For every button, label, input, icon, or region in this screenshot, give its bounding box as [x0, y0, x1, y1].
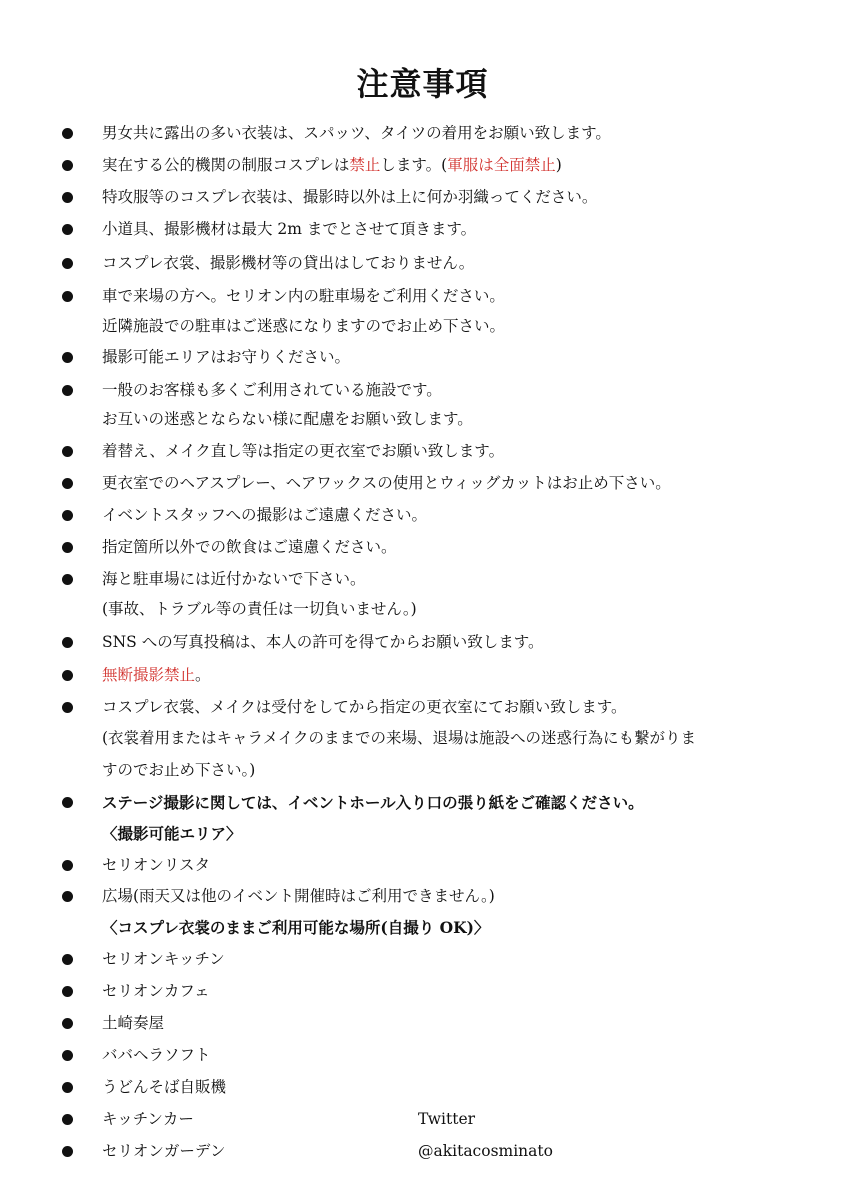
item-text: 小道具、撮影機材は最大 2m までとさせて頂きます。	[102, 220, 477, 238]
bullet-icon	[62, 1082, 73, 1093]
item-text: 撮影可能エリアはお守りください。	[102, 348, 351, 366]
list-item	[0, 1072, 845, 1103]
item-text: コスプレ衣裳、メイクは受付をしてから指定の更衣室にてお願い致します。	[102, 698, 627, 716]
area-header: 〈撮影可能エリア〉	[102, 824, 242, 843]
item-text: (衣裳着用またはキャラメイクのままでの来場、退場は施設への迷惑行為にも繋がりま	[102, 729, 696, 747]
bullet-icon	[62, 1146, 73, 1157]
item-text: 特攻服等のコスプレ衣装は、撮影時以外は上に何か羽織ってください。	[102, 188, 598, 206]
place-text: セリオンキッチン	[102, 950, 225, 968]
list-item	[0, 850, 845, 881]
bullet-icon	[62, 291, 73, 302]
bullet-icon	[62, 1050, 73, 1061]
bullet-icon	[62, 192, 73, 203]
list-item	[0, 1104, 845, 1135]
item-text	[102, 150, 562, 181]
item-text-part: )	[555, 156, 562, 174]
list-item	[0, 881, 845, 912]
list-item	[0, 1136, 845, 1167]
place-text: 土崎奏屋	[102, 1014, 165, 1032]
bullet-icon	[62, 891, 73, 902]
bullet-icon	[62, 860, 73, 871]
place-text: セリオンカフェ	[102, 982, 210, 1000]
list-item-continuation	[0, 404, 845, 435]
list-item	[0, 944, 845, 975]
bullet-icon	[62, 1114, 73, 1125]
list-item	[0, 660, 845, 691]
list-item	[0, 500, 845, 531]
prohibited-text: 無断撮影禁止	[102, 666, 196, 684]
place-text: キッチンカー	[102, 1110, 194, 1128]
item-text: 男女共に露出の多い衣装は、スパッツ、タイツの着用をお願い致します。	[102, 124, 611, 142]
bullet-icon	[62, 637, 73, 648]
item-text: 指定箇所以外での飲食はご遠慮ください。	[102, 538, 397, 556]
list-item	[0, 118, 845, 149]
list-item	[0, 281, 845, 312]
item-text-part: 実在する公的機関の制服コスプレは	[102, 156, 350, 174]
item-text: お互いの迷惑とならない様に配慮をお願い致します。	[102, 410, 473, 428]
page-title: 注意事項	[356, 65, 489, 103]
prohibited-text: 軍服は全面禁止	[447, 156, 556, 174]
item-text-part: 。	[195, 666, 211, 684]
place-text: ババヘラソフト	[102, 1046, 211, 1064]
list-item	[0, 182, 845, 213]
item-text: (事故、トラブル等の責任は一切負いません。)	[102, 600, 417, 618]
item-text-part: します。(	[380, 156, 448, 174]
area-text: 広場(雨天又は他のイベント開催時はご利用できません。)	[102, 887, 495, 905]
list-item	[0, 342, 845, 373]
bullet-icon	[62, 478, 73, 489]
list-item	[0, 248, 845, 279]
section-heading	[0, 912, 845, 943]
bullet-icon	[62, 670, 73, 681]
item-text: 近隣施設での駐車はご迷惑になりますのでお止め下さい。	[102, 317, 506, 335]
list-item	[0, 375, 845, 406]
bullet-icon	[62, 160, 73, 171]
list-item	[0, 532, 845, 563]
list-item	[0, 627, 845, 658]
bullet-icon	[62, 797, 73, 808]
list-item	[0, 1008, 845, 1039]
bullet-icon	[62, 986, 73, 997]
list-item	[0, 564, 845, 595]
bullet-icon	[62, 446, 73, 457]
section-heading	[0, 818, 845, 849]
list-item	[0, 214, 845, 245]
list-item	[0, 436, 845, 467]
list-item	[0, 692, 845, 723]
twitter-label: Twitter	[418, 1110, 476, 1128]
item-text: コスプレ衣裳、撮影機材等の貸出はしておりません。	[102, 254, 475, 272]
list-item	[0, 150, 845, 181]
place-text: セリオンガーデン	[102, 1142, 226, 1160]
bullet-icon	[62, 510, 73, 521]
bullet-icon	[62, 128, 73, 139]
item-text: 更衣室でのヘアスプレー、ヘアワックスの使用とウィッグカットはお止め下さい。	[102, 474, 671, 492]
item-text: SNS への写真投稿は、本人の許可を得てからお願い致します。	[102, 633, 544, 651]
area-text: セリオンリスタ	[102, 856, 211, 874]
bullet-icon	[62, 224, 73, 235]
list-item	[0, 976, 845, 1007]
list-item-continuation	[0, 755, 845, 786]
item-text	[102, 660, 211, 691]
list-item-continuation	[0, 723, 845, 754]
item-text: 一般のお客様も多くご利用されている施設です。	[102, 381, 442, 399]
item-text: 着替え、メイク直し等は指定の更衣室でお願い致します。	[102, 442, 505, 460]
list-item-continuation	[0, 311, 845, 342]
item-text: 車で来場の方へ。セリオン内の駐車場をご利用ください。	[102, 287, 505, 305]
bullet-icon	[62, 954, 73, 965]
bullet-icon	[62, 702, 73, 713]
item-text: ステージ撮影に関しては、イベントホール入り口の張り紙をご確認ください。	[102, 793, 644, 812]
list-item	[0, 468, 845, 499]
list-item	[0, 787, 845, 818]
prohibited-text: 禁止	[349, 156, 381, 174]
list-item-continuation	[0, 594, 845, 625]
bullet-icon	[62, 385, 73, 396]
item-text: すのでお止め下さい。)	[102, 761, 256, 779]
item-text: 海と駐車場には近付かないで下さい。	[102, 570, 366, 588]
bullet-icon	[62, 352, 73, 363]
list-item	[0, 1040, 845, 1071]
places-header: 〈コスプレ衣裳のままご利用可能な場所(自撮り OK)〉	[102, 918, 490, 937]
bullet-icon	[62, 574, 73, 585]
twitter-handle: @akitacosminato	[418, 1142, 553, 1160]
bullet-icon	[62, 1018, 73, 1029]
bullet-icon	[62, 258, 73, 269]
bullet-icon	[62, 542, 73, 553]
item-text: イベントスタッフへの撮影はご遠慮ください。	[102, 506, 428, 524]
place-text: うどんそば自販機	[102, 1078, 227, 1096]
